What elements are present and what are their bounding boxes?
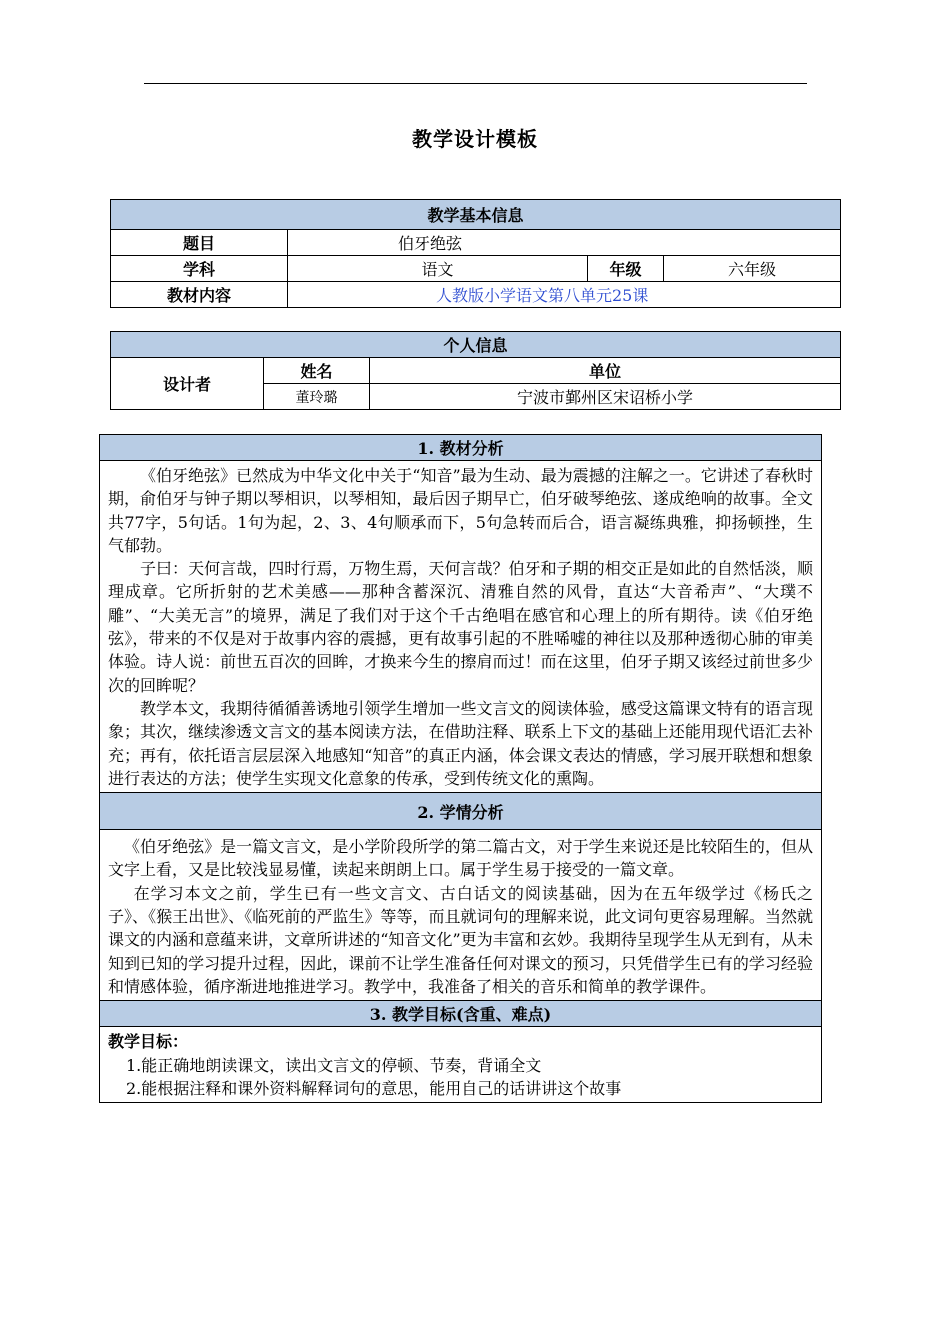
section-1-title: 1. 教材分析 <box>100 435 822 461</box>
unit-label: 单位 <box>370 358 841 384</box>
goal-item: 2.能根据注释和课外资料解释词句的意思，能用自己的话讲讲这个故事 <box>126 1078 622 1098</box>
goals-heading: 教学目标： <box>108 1032 189 1052</box>
section-3-title: 3. 教学目标(含重、难点) <box>100 1001 822 1027</box>
page-title: 教学设计模板 <box>412 127 538 151</box>
goal-item: 1.能正确地朗读课文，读出文言文的停顿、节奏，背诵全文 <box>126 1055 542 1075</box>
section-3-body <box>100 1027 822 1103</box>
section-2-paragraph: 《伯牙绝弦》是一篇文言文，是小学阶段所学的第二篇古文，对于学生来说还是比较陌生的，但从文字上看，又是比较浅显易懂，读起来朗朗上口。属于学生易于接受的一篇文章。 <box>108 837 813 880</box>
section-1-paragraph: 《伯牙绝弦》已然成为中华文化中关于“知音”最为生动、最为震撼的注解之一。它讲述了春秋时期，俞伯牙与钟子期以琴相识，以琴相知，最后因子期早亡，伯牙破琴绝弦、遂成绝响的故事。全文共77字，5句话。1句为起，2、3、4句顺承而下，5句急转而后合，语言凝练典雅，抑扬顿挫，生气郁勃。 <box>108 466 813 555</box>
designer-label: 设计者 <box>111 358 264 410</box>
grade-value: 六年级 <box>664 256 841 282</box>
name-label: 姓名 <box>264 358 370 384</box>
section-2-title: 2. 学情分析 <box>100 793 822 830</box>
design-sections-table <box>99 434 822 1103</box>
topic-value: 伯牙绝弦 <box>288 230 841 256</box>
personal-info-header: 个人信息 <box>111 332 841 358</box>
section-2-body <box>100 830 822 1001</box>
section-2-paragraph: 在学习本文之前，学生已有一些文言文、古白话文的阅读基础，因为在五年级学过《杨氏之子》、《猴王出世》、《临死前的严监生》等等，而且就词句的理解来说，此文词句更容易理解。当然就课文的内涵和意蕴来讲，文章所讲述的“知音文化”更为丰富和玄妙。我期待呈现学生从无到有，从未知到已知的学习提升过程，因此，课前不让学生准备任何对课文的预习，只凭借学生已有的学习经验和情感体验，循序渐进地推进学习。教学中，我准备了相关的音乐和简单的教学课件。 <box>108 883 813 996</box>
personal-info-table <box>110 331 841 410</box>
subject-label: 学科 <box>111 256 288 282</box>
grade-label: 年级 <box>588 256 664 282</box>
material-label: 教材内容 <box>111 282 288 308</box>
header-rule <box>144 83 807 84</box>
subject-value: 语文 <box>288 256 588 282</box>
unit-value: 宁波市鄞州区宋诏桥小学 <box>370 384 841 410</box>
section-1-paragraph: 子曰：天何言哉，四时行焉，万物生焉，天何言哉？伯牙和子期的相交正是如此的自然恬淡，顺理成章。它所折射的艺术美感——那种含蓄深沉、清雅自然的风骨，直达“大音希声”、“大璞不雕”、“大美无言”的境界，满足了我们对于这个千古绝唱在感官和心理上的所有期待。读《伯牙绝弦》，带来的不仅是对于故事内容的震撼，更有故事引起的不胜唏嘘的神往以及那种透彻心肺的审美体验。诗人说：前世五百次的回眸，才换来今生的擦肩而过！而在这里，伯牙子期又该经过前世多少次的回眸呢？ <box>108 559 813 695</box>
name-value: 董玲璐 <box>264 384 370 410</box>
section-1-paragraph: 教学本文，我期待循循善诱地引领学生增加一些文言文的阅读体验，感受这篇课文特有的语言现象；其次，继续渗透文言文的基本阅读方法，在借助注释、联系上下文的基础上还能用现代语汇去补充；再有，依托语言层层深入地感知“知音”的真正内涵，体会课文表达的情感，学习展开联想和想象进行表达的方法；使学生实现文化意象的传承，受到传统文化的熏陶。 <box>108 698 813 788</box>
section-1-body <box>100 461 822 793</box>
topic-label: 题目 <box>111 230 288 256</box>
basic-info-header: 教学基本信息 <box>111 200 841 230</box>
basic-info-table <box>110 199 841 308</box>
material-value: 人教版小学语文第八单元25课 <box>288 282 841 308</box>
